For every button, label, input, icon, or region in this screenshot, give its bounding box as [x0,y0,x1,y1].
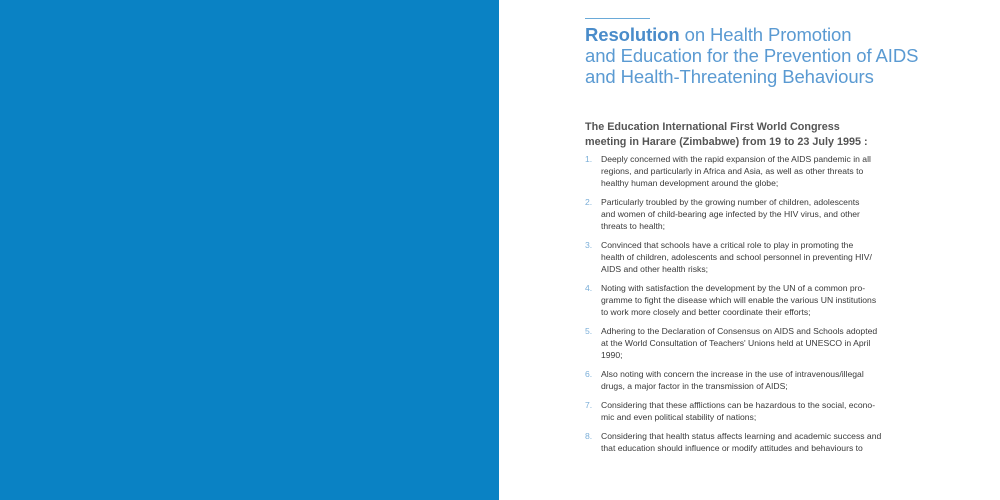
title-line-3: and Health-Threatening Behaviours [585,66,874,87]
clause-text-line: Convinced that schools have a critical role to play in promoting the [601,240,854,250]
preamble-line: meeting in Harare (Zimbabwe) from 19 to 23 July 1995 : [585,136,868,148]
clause-text-line: drugs, a major factor in the transmission of AIDS; [601,381,788,391]
title-bold-word: Resolution [585,24,680,45]
title-line-2: and Education for the Prevention of AIDS [585,45,919,66]
clause-list [585,153,955,461]
clause-item [585,282,955,318]
document-title [585,24,965,87]
clause-text-line: Adhering to the Declaration of Consensus on AIDS and Schools adopted [601,326,878,336]
clause-text-line: AIDS and other health risks; [601,264,708,274]
clause-text-line: Particularly troubled by the growing number of children, adolescents [601,197,860,207]
clause-number: 2. [585,197,593,207]
title-line-1: Resolution on Health Promotion [585,24,852,45]
clause-text-line: to work more closely and better coordinate their efforts; [601,307,811,317]
title-rule [585,18,650,19]
clause-text-line: mic and even political stability of nations; [601,412,757,422]
clause-text-line: Also noting with concern the increase in the use of intravenous/illegal [601,369,864,379]
clause-text-line: at the World Consultation of Teachers' Unions held at UNESCO in April [601,338,871,348]
clause-text-line: gramme to fight the disease which will enable the various UN institutions [601,295,877,305]
clause-number: 8. [585,431,593,441]
clause-number: 1. [585,154,593,164]
clause-text-line: and women of child-bearing age infected by the HIV virus, and other [601,209,860,219]
clause-text-line: threats to health; [601,221,666,231]
clause-text-line: health of children, adolescents and school personnel in preventing HIV/ [601,252,872,262]
clause-number: 5. [585,326,593,336]
clause-text-line: that education should influence or modify attitudes and behaviours to [601,443,863,453]
preamble [585,120,868,150]
clause-item [585,399,955,423]
preamble-line: The Education International First World Congress [585,121,840,133]
clause-item [585,325,955,361]
clause-number: 6. [585,369,593,379]
clause-text-line: regions, and particularly in Africa and Asia, as well as other threats to [601,166,864,176]
blue-cover-panel [0,0,499,500]
clause-text-line: Considering that these afflictions can be hazardous to the social, econo- [601,400,876,410]
clause-number: 7. [585,400,593,410]
clause-text-line: healthy human development around the globe; [601,178,779,188]
clause-item [585,239,955,275]
clause-text-line: Deeply concerned with the rapid expansion of the AIDS pandemic in all [601,154,871,164]
document-page [499,0,1000,500]
clause-text-line: Noting with satisfaction the development by the UN of a common pro- [601,283,866,293]
clause-text-line: 1990; [601,350,623,360]
clause-item [585,368,955,392]
clause-item [585,430,955,454]
clause-item [585,196,955,232]
clause-text-line: Considering that health status affects learning and academic success and [601,431,882,441]
clause-number: 3. [585,240,593,250]
clause-item [585,153,955,189]
clause-number: 4. [585,283,593,293]
